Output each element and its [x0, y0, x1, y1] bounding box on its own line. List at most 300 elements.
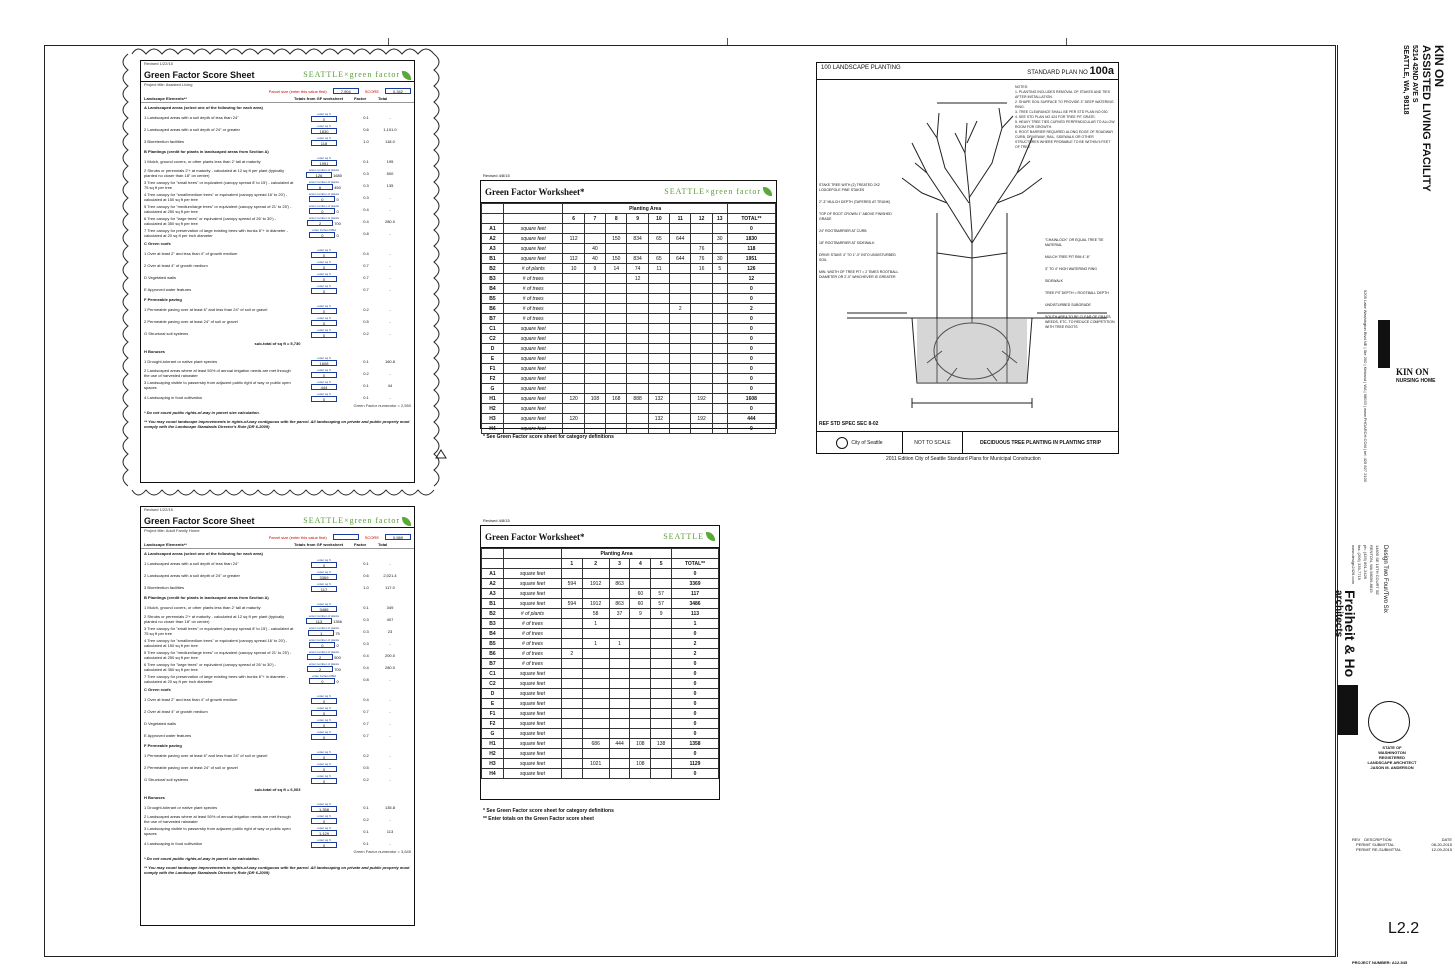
- cell[interactable]: [584, 374, 605, 384]
- cell[interactable]: 9: [651, 609, 672, 619]
- row-input[interactable]: 1,129: [311, 830, 337, 836]
- cell[interactable]: [584, 334, 605, 344]
- cell[interactable]: [670, 274, 691, 284]
- cell[interactable]: [584, 344, 605, 354]
- cell[interactable]: [630, 749, 651, 759]
- row-input[interactable]: 0: [311, 778, 337, 784]
- cell[interactable]: [712, 314, 727, 324]
- cell[interactable]: [651, 579, 672, 589]
- cell[interactable]: [627, 354, 648, 364]
- cell[interactable]: [670, 314, 691, 324]
- cell[interactable]: [648, 374, 669, 384]
- cell[interactable]: [606, 314, 627, 324]
- cell[interactable]: [648, 294, 669, 304]
- cell[interactable]: [651, 629, 672, 639]
- cell[interactable]: [609, 689, 630, 699]
- cell[interactable]: 9: [630, 609, 651, 619]
- row-total[interactable]: 117: [672, 589, 719, 599]
- cell[interactable]: [627, 284, 648, 294]
- cell[interactable]: 76: [691, 244, 712, 254]
- cell[interactable]: 1: [582, 619, 609, 629]
- row-total[interactable]: 2: [727, 304, 775, 314]
- cell[interactable]: 594: [561, 599, 582, 609]
- cell[interactable]: 10: [563, 264, 584, 274]
- cell[interactable]: 5: [712, 264, 727, 274]
- cell[interactable]: [627, 364, 648, 374]
- cell[interactable]: [651, 679, 672, 689]
- row-input[interactable]: 0: [309, 642, 335, 648]
- cell[interactable]: [670, 404, 691, 414]
- row-input[interactable]: 0: [311, 710, 337, 716]
- cell[interactable]: 30: [712, 234, 727, 244]
- cell[interactable]: [606, 284, 627, 294]
- cell[interactable]: [630, 719, 651, 729]
- cell[interactable]: [561, 719, 582, 729]
- row-total[interactable]: 0: [727, 404, 775, 414]
- cell[interactable]: [563, 404, 584, 414]
- row-total[interactable]: 0: [727, 324, 775, 334]
- cell[interactable]: [563, 314, 584, 324]
- cell[interactable]: [630, 659, 651, 669]
- cell[interactable]: 132: [648, 394, 669, 404]
- parcel-size-input[interactable]: 7,904: [333, 88, 359, 94]
- cell[interactable]: [712, 384, 727, 394]
- cell[interactable]: [609, 629, 630, 639]
- cell[interactable]: [627, 294, 648, 304]
- cell[interactable]: [606, 304, 627, 314]
- cell[interactable]: [670, 334, 691, 344]
- row-input[interactable]: 6: [307, 184, 333, 190]
- row-input[interactable]: 0: [311, 308, 337, 314]
- cell[interactable]: [584, 234, 605, 244]
- row-total[interactable]: 1951: [727, 254, 775, 264]
- row-total[interactable]: 0: [672, 689, 719, 699]
- cell[interactable]: [648, 364, 669, 374]
- cell[interactable]: 112: [563, 234, 584, 244]
- cell[interactable]: [584, 354, 605, 364]
- cell[interactable]: [606, 404, 627, 414]
- cell[interactable]: [670, 354, 691, 364]
- cell[interactable]: [561, 769, 582, 779]
- cell[interactable]: [691, 304, 712, 314]
- cell[interactable]: [561, 609, 582, 619]
- cell[interactable]: [606, 354, 627, 364]
- cell[interactable]: [651, 719, 672, 729]
- row-input[interactable]: 0: [311, 116, 337, 122]
- cell[interactable]: [582, 629, 609, 639]
- cell[interactable]: [712, 424, 727, 434]
- cell[interactable]: [606, 344, 627, 354]
- cell[interactable]: 12: [627, 274, 648, 284]
- cell[interactable]: 150: [606, 254, 627, 264]
- cell[interactable]: [691, 374, 712, 384]
- cell[interactable]: [627, 404, 648, 414]
- cell[interactable]: [691, 404, 712, 414]
- cell[interactable]: 76: [691, 254, 712, 264]
- cell[interactable]: [630, 629, 651, 639]
- cell[interactable]: [691, 384, 712, 394]
- cell[interactable]: [606, 224, 627, 234]
- row-input[interactable]: 0: [311, 562, 337, 568]
- cell[interactable]: [606, 244, 627, 254]
- cell[interactable]: [561, 589, 582, 599]
- row-total[interactable]: 1: [672, 619, 719, 629]
- cell[interactable]: [582, 729, 609, 739]
- cell[interactable]: [651, 669, 672, 679]
- cell[interactable]: [582, 709, 609, 719]
- cell[interactable]: 37: [609, 609, 630, 619]
- cell[interactable]: [563, 324, 584, 334]
- cell[interactable]: [648, 404, 669, 414]
- row-total[interactable]: 126: [727, 264, 775, 274]
- cell[interactable]: 74: [627, 264, 648, 274]
- cell[interactable]: [627, 374, 648, 384]
- cell[interactable]: [563, 424, 584, 434]
- cell[interactable]: [582, 659, 609, 669]
- cell[interactable]: [606, 374, 627, 384]
- cell[interactable]: [630, 569, 651, 579]
- row-total[interactable]: 0: [672, 669, 719, 679]
- cell[interactable]: [648, 314, 669, 324]
- cell[interactable]: [670, 294, 691, 304]
- cell[interactable]: [561, 659, 582, 669]
- cell[interactable]: [561, 629, 582, 639]
- cell[interactable]: [606, 324, 627, 334]
- cell[interactable]: [630, 669, 651, 679]
- row-input[interactable]: 0: [311, 264, 337, 270]
- cell[interactable]: [630, 729, 651, 739]
- row-total[interactable]: 0: [672, 749, 719, 759]
- cell[interactable]: [563, 374, 584, 384]
- cell[interactable]: [563, 384, 584, 394]
- cell[interactable]: [561, 679, 582, 689]
- cell[interactable]: [561, 699, 582, 709]
- cell[interactable]: [670, 424, 691, 434]
- cell[interactable]: 60: [630, 589, 651, 599]
- row-total[interactable]: 113: [672, 609, 719, 619]
- cell[interactable]: [648, 244, 669, 254]
- cell[interactable]: [648, 424, 669, 434]
- row-input[interactable]: 0: [311, 320, 337, 326]
- row-input[interactable]: 113: [306, 618, 332, 624]
- cell[interactable]: [609, 569, 630, 579]
- cell[interactable]: [630, 769, 651, 779]
- cell[interactable]: [648, 384, 669, 394]
- row-total[interactable]: 0: [727, 354, 775, 364]
- row-input[interactable]: 118: [311, 140, 337, 146]
- cell[interactable]: 594: [561, 579, 582, 589]
- cell[interactable]: [561, 749, 582, 759]
- cell[interactable]: [651, 699, 672, 709]
- cell[interactable]: [670, 364, 691, 374]
- cell[interactable]: [582, 679, 609, 689]
- cell[interactable]: [670, 264, 691, 274]
- cell[interactable]: [651, 729, 672, 739]
- cell[interactable]: [627, 304, 648, 314]
- cell[interactable]: [582, 749, 609, 759]
- cell[interactable]: [627, 314, 648, 324]
- cell[interactable]: 108: [584, 394, 605, 404]
- cell[interactable]: [651, 569, 672, 579]
- row-input[interactable]: 117: [311, 586, 337, 592]
- cell[interactable]: [712, 244, 727, 254]
- cell[interactable]: [627, 334, 648, 344]
- cell[interactable]: [609, 719, 630, 729]
- cell[interactable]: 1: [609, 639, 630, 649]
- cell[interactable]: [648, 354, 669, 364]
- row-input[interactable]: 444: [311, 384, 337, 390]
- cell[interactable]: 120: [563, 414, 584, 424]
- cell[interactable]: 58: [582, 609, 609, 619]
- cell[interactable]: [582, 569, 609, 579]
- cell[interactable]: [584, 274, 605, 284]
- cell[interactable]: [563, 244, 584, 254]
- row-input[interactable]: 1,358: [311, 806, 337, 812]
- cell[interactable]: 1912: [582, 599, 609, 609]
- cell[interactable]: [691, 354, 712, 364]
- cell[interactable]: [712, 304, 727, 314]
- row-total[interactable]: 0: [727, 294, 775, 304]
- row-input[interactable]: 0: [309, 232, 335, 238]
- cell[interactable]: [582, 719, 609, 729]
- row-input[interactable]: 0: [311, 754, 337, 760]
- row-total[interactable]: 0: [672, 569, 719, 579]
- cell[interactable]: [606, 384, 627, 394]
- cell[interactable]: [609, 729, 630, 739]
- row-input[interactable]: 0: [311, 252, 337, 258]
- row-total[interactable]: 0: [727, 314, 775, 324]
- row-total[interactable]: 1830: [727, 234, 775, 244]
- row-input[interactable]: 3486: [311, 606, 337, 612]
- cell[interactable]: [627, 324, 648, 334]
- cell[interactable]: [627, 224, 648, 234]
- row-total[interactable]: 0: [672, 729, 719, 739]
- cell[interactable]: 168: [606, 394, 627, 404]
- cell[interactable]: 138: [651, 739, 672, 749]
- cell[interactable]: [651, 709, 672, 719]
- row-total[interactable]: 0: [672, 679, 719, 689]
- cell[interactable]: [582, 649, 609, 659]
- row-input[interactable]: 0: [311, 372, 337, 378]
- cell[interactable]: [691, 294, 712, 304]
- cell[interactable]: 132: [648, 414, 669, 424]
- cell[interactable]: 644: [670, 254, 691, 264]
- cell[interactable]: [670, 374, 691, 384]
- cell[interactable]: [563, 294, 584, 304]
- row-total[interactable]: 0: [672, 629, 719, 639]
- cell[interactable]: [691, 224, 712, 234]
- cell[interactable]: 9: [584, 264, 605, 274]
- cell[interactable]: 40: [584, 244, 605, 254]
- row-input[interactable]: 0: [311, 766, 337, 772]
- cell[interactable]: [584, 294, 605, 304]
- cell[interactable]: [670, 414, 691, 424]
- cell[interactable]: 2: [561, 649, 582, 659]
- cell[interactable]: 686: [582, 739, 609, 749]
- cell[interactable]: 888: [627, 394, 648, 404]
- row-total[interactable]: 0: [727, 424, 775, 434]
- cell[interactable]: [691, 324, 712, 334]
- cell[interactable]: [609, 649, 630, 659]
- cell[interactable]: [712, 364, 727, 374]
- cell[interactable]: [630, 649, 651, 659]
- cell[interactable]: [691, 234, 712, 244]
- row-input[interactable]: 1: [308, 630, 334, 636]
- row-total[interactable]: 0: [672, 769, 719, 779]
- cell[interactable]: 16: [691, 264, 712, 274]
- cell[interactable]: [609, 709, 630, 719]
- cell[interactable]: [712, 294, 727, 304]
- cell[interactable]: [609, 619, 630, 629]
- cell[interactable]: [606, 364, 627, 374]
- cell[interactable]: [712, 284, 727, 294]
- cell[interactable]: [584, 404, 605, 414]
- cell[interactable]: [691, 334, 712, 344]
- cell[interactable]: [648, 344, 669, 354]
- cell[interactable]: 14: [606, 264, 627, 274]
- cell[interactable]: 1: [582, 639, 609, 649]
- cell[interactable]: [561, 639, 582, 649]
- cell[interactable]: 112: [563, 254, 584, 264]
- row-total[interactable]: 3486: [672, 599, 719, 609]
- cell[interactable]: [561, 729, 582, 739]
- cell[interactable]: [563, 334, 584, 344]
- row-input[interactable]: 0: [311, 276, 337, 282]
- cell[interactable]: [651, 769, 672, 779]
- cell[interactable]: [712, 414, 727, 424]
- cell[interactable]: [712, 274, 727, 284]
- cell[interactable]: 11: [648, 264, 669, 274]
- row-input[interactable]: 0: [311, 734, 337, 740]
- cell[interactable]: 644: [670, 234, 691, 244]
- row-input[interactable]: 0: [311, 722, 337, 728]
- row-input[interactable]: 1608: [311, 360, 337, 366]
- cell[interactable]: [609, 679, 630, 689]
- cell[interactable]: 863: [609, 599, 630, 609]
- cell[interactable]: [630, 709, 651, 719]
- cell[interactable]: [630, 579, 651, 589]
- cell[interactable]: 30: [712, 254, 727, 264]
- parcel-size-input[interactable]: [333, 534, 359, 540]
- cell[interactable]: [691, 314, 712, 324]
- row-total[interactable]: 0: [727, 224, 775, 234]
- cell[interactable]: [561, 569, 582, 579]
- row-input[interactable]: 0: [311, 288, 337, 294]
- cell[interactable]: 863: [609, 579, 630, 589]
- cell[interactable]: [584, 324, 605, 334]
- cell[interactable]: [584, 424, 605, 434]
- cell[interactable]: [651, 749, 672, 759]
- cell[interactable]: [582, 769, 609, 779]
- cell[interactable]: [584, 304, 605, 314]
- cell[interactable]: [584, 384, 605, 394]
- cell[interactable]: [609, 759, 630, 769]
- cell[interactable]: [582, 689, 609, 699]
- cell[interactable]: [630, 689, 651, 699]
- cell[interactable]: [609, 669, 630, 679]
- cell[interactable]: [561, 709, 582, 719]
- cell[interactable]: [712, 224, 727, 234]
- cell[interactable]: [630, 699, 651, 709]
- cell[interactable]: [563, 344, 584, 354]
- cell[interactable]: 150: [606, 234, 627, 244]
- row-total[interactable]: 1608: [727, 394, 775, 404]
- cell[interactable]: [712, 324, 727, 334]
- cell[interactable]: [627, 344, 648, 354]
- cell[interactable]: [609, 659, 630, 669]
- cell[interactable]: [584, 284, 605, 294]
- cell[interactable]: [691, 364, 712, 374]
- row-total[interactable]: 0: [672, 699, 719, 709]
- cell[interactable]: 108: [630, 759, 651, 769]
- row-total[interactable]: 3369: [672, 579, 719, 589]
- row-total[interactable]: 1129: [672, 759, 719, 769]
- cell[interactable]: [563, 224, 584, 234]
- cell[interactable]: [712, 344, 727, 354]
- row-input[interactable]: 0: [311, 698, 337, 704]
- cell[interactable]: [584, 414, 605, 424]
- cell[interactable]: [609, 749, 630, 759]
- cell[interactable]: [670, 394, 691, 404]
- cell[interactable]: [561, 619, 582, 629]
- cell[interactable]: 834: [627, 234, 648, 244]
- cell[interactable]: [651, 639, 672, 649]
- cell[interactable]: [606, 294, 627, 304]
- cell[interactable]: [606, 334, 627, 344]
- cell[interactable]: [670, 224, 691, 234]
- cell[interactable]: [651, 659, 672, 669]
- cell[interactable]: [648, 304, 669, 314]
- row-input[interactable]: 1830: [311, 128, 337, 134]
- cell[interactable]: [712, 334, 727, 344]
- row-total[interactable]: 2: [672, 639, 719, 649]
- cell[interactable]: [584, 314, 605, 324]
- cell[interactable]: [582, 699, 609, 709]
- cell[interactable]: 120: [563, 394, 584, 404]
- cell[interactable]: [651, 649, 672, 659]
- row-total[interactable]: 0: [672, 709, 719, 719]
- cell[interactable]: [691, 344, 712, 354]
- row-input[interactable]: 2: [307, 666, 333, 672]
- cell[interactable]: [648, 274, 669, 284]
- row-input[interactable]: 0: [311, 818, 337, 824]
- cell[interactable]: [606, 414, 627, 424]
- cell[interactable]: [561, 669, 582, 679]
- cell[interactable]: [691, 424, 712, 434]
- row-input[interactable]: 0: [311, 332, 337, 338]
- row-total[interactable]: 2: [672, 649, 719, 659]
- row-total[interactable]: 118: [727, 244, 775, 254]
- cell[interactable]: [584, 224, 605, 234]
- row-input[interactable]: 0: [309, 208, 335, 214]
- cell[interactable]: [712, 354, 727, 364]
- cell[interactable]: [670, 384, 691, 394]
- cell[interactable]: [563, 354, 584, 364]
- cell[interactable]: [606, 424, 627, 434]
- cell[interactable]: [627, 384, 648, 394]
- row-total[interactable]: 0: [727, 374, 775, 384]
- row-input[interactable]: 0: [311, 842, 337, 848]
- row-input[interactable]: 126: [306, 172, 332, 178]
- cell[interactable]: 57: [651, 589, 672, 599]
- cell[interactable]: [627, 244, 648, 254]
- cell[interactable]: 2: [670, 304, 691, 314]
- cell[interactable]: 65: [648, 254, 669, 264]
- row-input[interactable]: 1951: [311, 160, 337, 166]
- cell[interactable]: [609, 699, 630, 709]
- cell[interactable]: 1912: [582, 579, 609, 589]
- cell[interactable]: [563, 304, 584, 314]
